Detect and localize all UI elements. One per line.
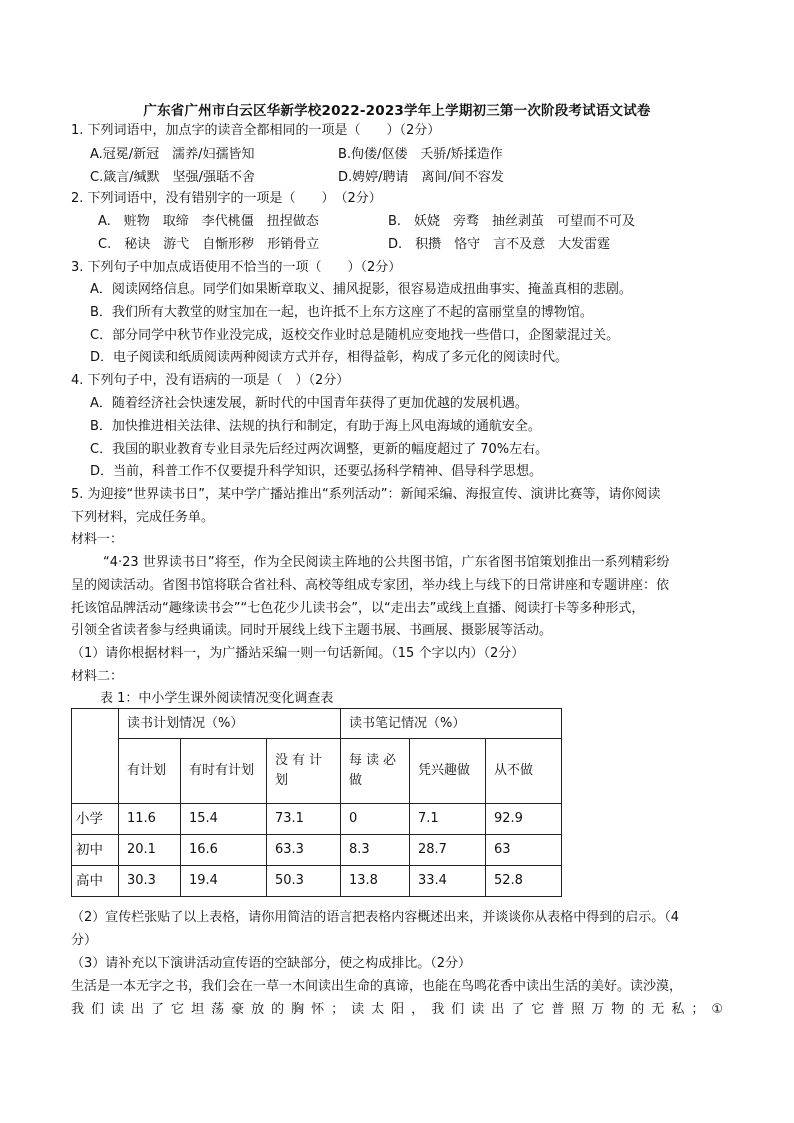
q4-option-c: C．我国的职业教育专业目录先后经过两次调整，更新的幅度超过了 70%左右。 xyxy=(90,442,549,457)
material1-line4: 引领全省读者参与经典诵读。同时开展线上线下主题书展、书画展、摄影展等活动。 xyxy=(71,623,553,638)
row-label: 初中 xyxy=(72,835,119,866)
table-cell: 11.6 xyxy=(119,804,181,835)
speech-line1: 生活是一本无字之书，我们会在一草一木间读出生命的真谛，也能在鸟鸣花香中读出生活的美好。读沙漠， xyxy=(71,979,683,994)
q2-stem: 2. 下列词语中，没有错别字的一项是（ ） （2分） xyxy=(71,191,382,206)
q4-stem: 4. 下列句子中，没有语病的一项是（ ）（2分） xyxy=(71,373,350,388)
material1-label: 材料一： xyxy=(71,532,124,547)
q4-option-b: B．加快推进相关法律、法规的执行和制定，有助于海上风电海域的通航安全。 xyxy=(90,419,541,434)
q3-option-a: A．阅读网络信息。同学们如果断章取义、捕风捉影，很容易造成扭曲事实、掩盖真相的悲剧。 xyxy=(90,282,632,297)
q1-option-b: B.佝偻/伛偻 夭骄/矫揉造作 xyxy=(338,147,503,162)
task3: （3）请补充以下演讲活动宣传语的空缺部分，使之构成排比。（2分） xyxy=(71,956,472,971)
table-cell: 15.4 xyxy=(181,804,267,835)
q1-option-a: A.冠冕/新冠 濡养/妇孺皆知 xyxy=(90,147,255,162)
q4-option-a: A．随着经济社会快速发展，新时代的中国青年获得了更加优越的发展机遇。 xyxy=(90,396,528,411)
table-corner-cell xyxy=(72,709,119,804)
column-header: 从不做 xyxy=(486,739,562,804)
table-row xyxy=(72,835,562,866)
task1: （1）请你根据材料一，为广播站采编一则一句话新闻。（15 个字以内）（2分） xyxy=(71,646,525,661)
table-caption: 表 1：中小学生课外阅读情况变化调查表 xyxy=(100,691,334,706)
table-cell: 92.9 xyxy=(486,804,562,835)
material2-label: 材料二： xyxy=(71,669,124,684)
column-header: 每读必做 xyxy=(341,739,410,804)
table-cell: 73.1 xyxy=(267,804,341,835)
column-header: 没有计划 xyxy=(267,739,341,804)
table-cell: 50.3 xyxy=(267,866,341,897)
table-cell: 13.8 xyxy=(341,866,410,897)
table-cell: 7.1 xyxy=(410,804,486,835)
column-header: 有计划 xyxy=(119,739,181,804)
table-cell: 63 xyxy=(486,835,562,866)
table-row xyxy=(72,804,562,835)
q5-stem-line1: 5. 为迎接“世界读书日”，某中学广播站推出“系列活动”：新闻采编、海报宣传、演讲比赛等，请你阅读 xyxy=(71,487,661,502)
q3-option-b: B．我们所有大教堂的财宝加在一起，也许抵不上东方这座了不起的富丽堂皇的博物馆。 xyxy=(90,305,593,320)
exam-title: 广东省广州市白云区华新学校2022-2023学年上学期初三第一次阶段考试语文试卷 xyxy=(143,103,651,119)
table-cell: 30.3 xyxy=(119,866,181,897)
q2-option-c: C. 秘诀 游弋 自惭形秽 形销骨立 xyxy=(98,237,320,252)
q1-stem: 1. 下列词语中，加点字的读音全都相同的一项是（ ）（2分） xyxy=(71,123,441,138)
task2-line1: （2）宣传栏张贴了以上表格，请你用简洁的语言把表格内容概述出来，并谈谈你从表格中得到的启示。（4 xyxy=(71,910,680,925)
table-cell: 8.3 xyxy=(341,835,410,866)
table-cell: 28.7 xyxy=(410,835,486,866)
group-header-reading-plan: 读书计划情况（%） xyxy=(119,709,341,739)
column-header: 凭兴趣做 xyxy=(410,739,486,804)
q3-stem: 3. 下列句子中加点成语使用不恰当的一项（ ）（2分） xyxy=(71,260,402,275)
q2-option-a: A. 赃物 取缔 李代桃僵 扭捏做态 xyxy=(98,214,319,229)
table-cell: 63.3 xyxy=(267,835,341,866)
row-label: 小学 xyxy=(72,804,119,835)
table-column-header-row xyxy=(72,739,562,804)
table-cell: 33.4 xyxy=(410,866,486,897)
table-cell: 0 xyxy=(341,804,410,835)
table-row xyxy=(72,866,562,897)
table-cell: 52.8 xyxy=(486,866,562,897)
table-cell: 20.1 xyxy=(119,835,181,866)
column-header: 有时有计划 xyxy=(181,739,267,804)
row-label: 高中 xyxy=(72,866,119,897)
q3-option-d: D．电子阅读和纸质阅读两种阅读方式并存，相得益彰，构成了多元化的阅读时代。 xyxy=(90,350,569,365)
q3-option-c: C．部分同学中秋节作业没完成，返校交作业时总是随机应变地找一些借口，企图蒙混过关。 xyxy=(90,328,620,343)
material1-line2: 呈的阅读活动。省图书馆将联合省社科、高校等组成专家团，举办线上与线下的日常讲座和专题讲座：依 xyxy=(71,578,670,593)
table-cell: 19.4 xyxy=(181,866,267,897)
q2-option-d: D. 积攒 恪守 言不及意 大发雷霆 xyxy=(388,237,611,252)
q2-option-b: B. 妖娆 旁骛 抽丝剥茧 可望而不可及 xyxy=(388,214,636,229)
table-cell: 16.6 xyxy=(181,835,267,866)
survey-table xyxy=(71,708,562,897)
material1-line1: “4·23 世界读书日”将至，作为全民阅读主阵地的公共图书馆，广东省图书馆策划推出一系列精彩纷 xyxy=(103,555,670,570)
q4-option-d: D．当前，科普工作不仅要提升科学知识，还要弘扬科学精神、倡导科学思想。 xyxy=(90,464,543,479)
table-group-header-row xyxy=(72,709,562,739)
speech-line2: 我们读出了它坦荡豪放的胸怀；读太阳，我们读出了它普照万物的无私；① xyxy=(71,1002,723,1017)
q5-stem-line2: 下列材料，完成任务单。 xyxy=(71,510,215,525)
q1-option-c: C.箴言/缄默 坚强/强聒不舍 xyxy=(90,170,255,185)
task2-line2: 分） xyxy=(71,933,98,948)
group-header-reading-notes: 读书笔记情况（%） xyxy=(341,709,562,739)
material1-line3: 托该馆品牌活动“趣缘读书会”“七色花少儿读书会”，以“走出去”或线上直播、阅读打卡等多种形式， xyxy=(71,601,645,616)
q1-option-d: D.娉婷/聘请 离间/间不容发 xyxy=(338,170,504,185)
